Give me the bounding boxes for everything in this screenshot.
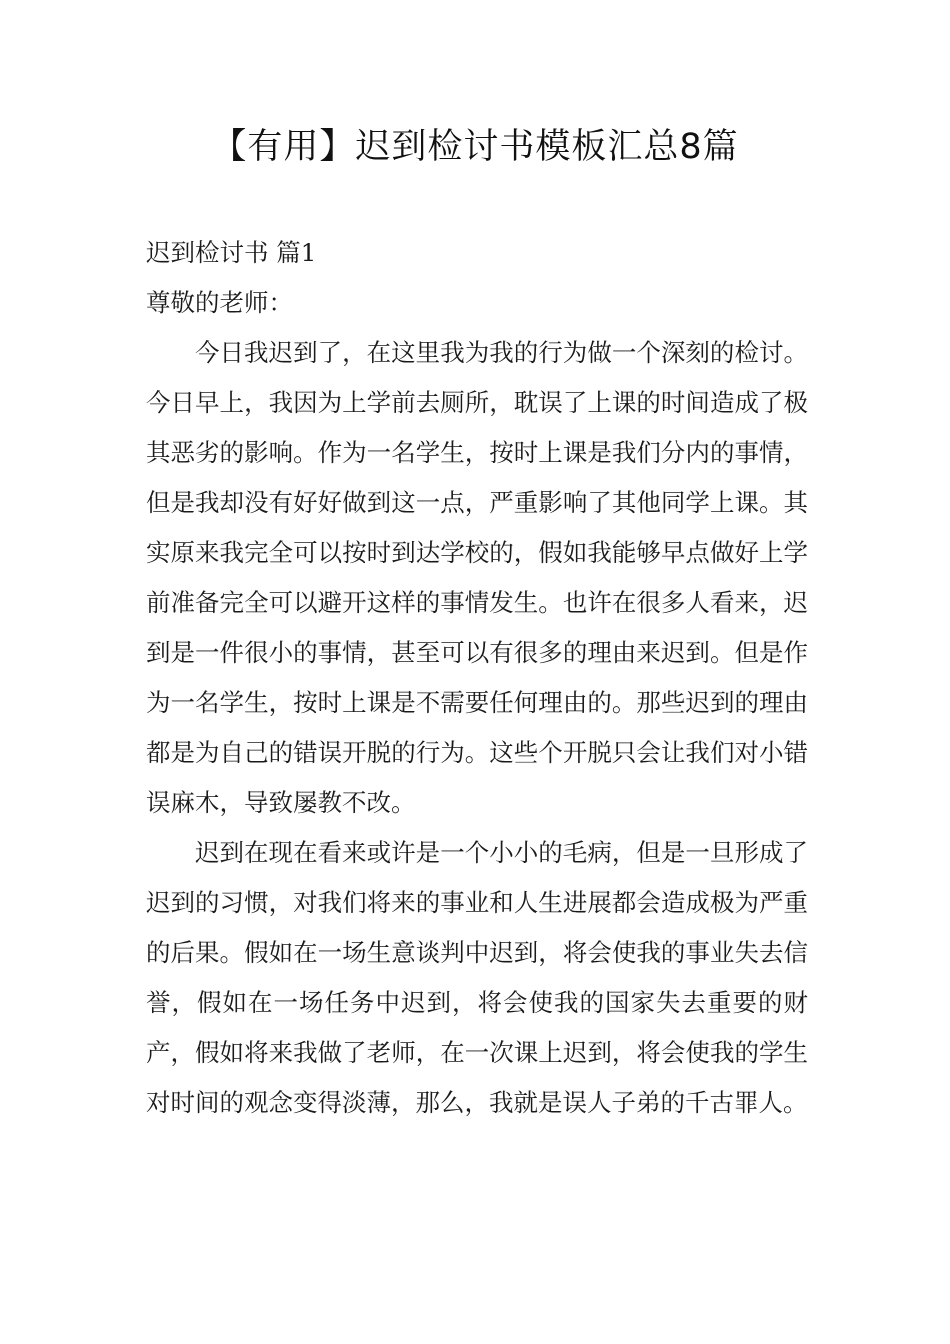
body-paragraph-1: 今日我迟到了，在这里我为我的行为做一个深刻的检讨。今日早上，我因为上学前去厕所，耽误了上课的时间造成了极其恶劣的影响。作为一名学生，按时上课是我们分内的事情，但是我却没有好好做到这一点，严重影响了其他同学上课。其实原来我完全可以按时到达学校的，假如我能够早点做好上学前准备完全可以避开这样的事情发生。也许在很多人看来，迟到是一件很小的事情，甚至可以有很多的理由来迟到。但是作为一名学生，按时上课是不需要任何理由的。那些迟到的理由都是为自己的错误开脱的行为。这些个开脱只会让我们对小错误麻木，导致屡教不改。	[146, 338, 808, 817]
salutation: 尊敬的老师：	[146, 288, 293, 317]
section-heading: 迟到检讨书 篇1	[146, 238, 317, 267]
document-body	[146, 228, 808, 1128]
body-paragraph-2: 迟到在现在看来或许是一个小小的毛病，但是一旦形成了迟到的习惯，对我们将来的事业和人生进展都会造成极为严重的后果。假如在一场生意谈判中迟到，将会使我的事业失去信誉，假如在一场任务中迟到，将会使我的国家失去重要的财产，假如将来我做了老师，在一次课上迟到，将会使我的学生对时间的观念变得淡薄，那么，我就是误人子弟的千古罪人。	[146, 838, 808, 1117]
document-title: 【有用】迟到检讨书模板汇总8篇	[211, 127, 739, 167]
